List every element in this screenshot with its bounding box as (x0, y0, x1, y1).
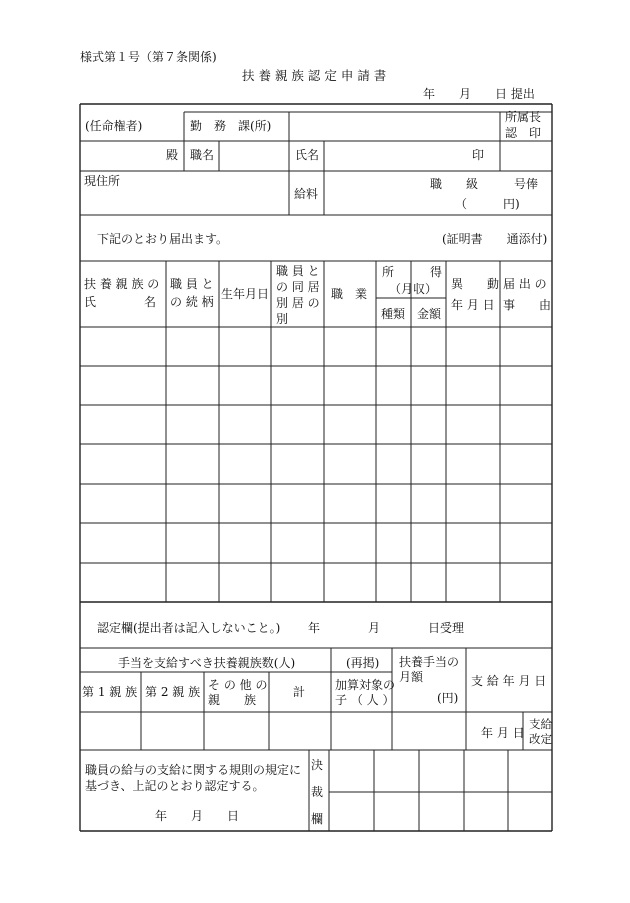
dependent-row-cell[interactable] (80, 405, 166, 444)
dependent-row-cell[interactable] (324, 327, 376, 366)
dependent-row-cell[interactable] (219, 327, 271, 366)
department-field[interactable] (289, 112, 500, 141)
dependent-row-cell[interactable] (500, 444, 552, 484)
dependent-row-cell[interactable] (80, 444, 166, 484)
dependent-row-cell[interactable] (166, 484, 219, 523)
decision-label-1: 決 (311, 758, 324, 772)
dependent-row-cell[interactable] (324, 444, 376, 484)
dependent-row-cell[interactable] (500, 366, 552, 405)
dependent-row-cell[interactable] (500, 405, 552, 444)
dependent-row-cell[interactable] (271, 444, 324, 484)
dependent-row-cell[interactable] (446, 484, 500, 523)
revision-label-1: 支給 (529, 717, 552, 731)
dependent-row-cell[interactable] (324, 523, 376, 563)
cohabit-header-1: 職 員 と (276, 264, 320, 278)
change-date-header-1: 異 動 (451, 277, 500, 291)
dependent-row-cell[interactable] (411, 523, 446, 563)
position-field[interactable] (219, 141, 289, 171)
occupation-header: 職 業 (331, 287, 368, 301)
approval-date: 年 月 日 (155, 809, 240, 823)
salary-field[interactable] (324, 171, 552, 215)
income-header-1: 所 得 (382, 265, 443, 279)
dependent-row-cell[interactable] (411, 484, 446, 523)
dependent-row-cell[interactable] (411, 327, 446, 366)
dependent-name-header-1: 扶 養 親 族 の (84, 277, 160, 291)
relation-header-1: 職 員 と (170, 277, 214, 291)
dependent-row-cell[interactable] (271, 405, 324, 444)
dependent-row-cell[interactable] (411, 366, 446, 405)
dependent-row-cell[interactable] (80, 327, 166, 366)
dependent-row-cell[interactable] (219, 444, 271, 484)
dependent-row-cell[interactable] (324, 405, 376, 444)
dependent-row-cell[interactable] (376, 563, 411, 602)
total-header: 計 (293, 685, 306, 699)
dependent-row-cell[interactable] (446, 366, 500, 405)
name-label: 氏名 (295, 148, 320, 162)
other-relatives-header-2: 親 族 (208, 693, 257, 707)
address-field[interactable] (80, 171, 289, 215)
decision-label-2: 裁 (311, 785, 324, 799)
form-number: 様式第１号（第７条関係) (80, 50, 217, 64)
payment-date-header: 支 給 年 月 日 (471, 674, 547, 688)
seal-mark: 印 (472, 148, 485, 162)
certification-title: 認定欄(提出者は記入しないこと。) (97, 621, 281, 635)
cohabit-header-2: の 同 居 (276, 280, 320, 294)
first-relative-header: 第 1 親 族 (82, 685, 138, 699)
income-amount-header: 金額 (417, 307, 442, 321)
grade-step: 職 級 号俸 (430, 177, 539, 191)
dependent-row-cell[interactable] (166, 327, 219, 366)
relation-header-2: の 続 柄 (170, 295, 214, 309)
dependent-row-cell[interactable] (500, 523, 552, 563)
decision-label-3: 欄 (311, 812, 324, 826)
dependent-name-header-2: 氏 名 (84, 295, 157, 309)
unit-head-seal-field[interactable] (500, 141, 552, 171)
notice-text: 下記のとおり届出ます。 (97, 232, 229, 246)
dependent-row-cell[interactable] (271, 484, 324, 523)
birthdate-header: 生年月日 (221, 287, 270, 301)
allowance-header-1: 扶養手当の (399, 655, 460, 669)
count-entry-row[interactable] (80, 712, 466, 750)
salary-label: 給料 (294, 187, 319, 201)
unit-head-seal-label: 認 印 (505, 126, 542, 140)
position-label: 職名 (190, 148, 215, 162)
dependent-row-cell[interactable] (219, 366, 271, 405)
receipt-date: 年 月 日受理 (308, 621, 465, 635)
dependent-row-cell[interactable] (446, 444, 500, 484)
dependent-row-cell[interactable] (376, 405, 411, 444)
dependent-row-cell[interactable] (446, 563, 500, 602)
appointer-label: (任命権者) (85, 119, 143, 133)
dependent-row-cell[interactable] (376, 444, 411, 484)
dependent-row-cell[interactable] (271, 523, 324, 563)
dependent-row-cell[interactable] (219, 563, 271, 602)
dependent-row-cell[interactable] (219, 523, 271, 563)
dependent-row-cell[interactable] (446, 523, 500, 563)
dependent-row-cell[interactable] (80, 563, 166, 602)
dependent-row-cell[interactable] (166, 405, 219, 444)
dependent-row-cell[interactable] (324, 484, 376, 523)
dependent-row-cell[interactable] (166, 523, 219, 563)
form-title: 扶 養 親 族 認 定 申 請 書 (242, 68, 387, 83)
submission-date: 年 月 日 提出 (423, 87, 535, 101)
allowance-header-2: 月額 (399, 670, 424, 684)
dependent-row-cell[interactable] (411, 405, 446, 444)
dependent-row-cell[interactable] (376, 484, 411, 523)
unit-head-label: 所属長 (505, 110, 542, 124)
allowance-header-3: (円) (437, 691, 459, 705)
dependent-row-cell[interactable] (80, 523, 166, 563)
dependent-row-cell[interactable] (446, 327, 500, 366)
dependent-row-cell[interactable] (271, 366, 324, 405)
dependent-row-cell[interactable] (219, 405, 271, 444)
decision-stamp-area[interactable] (329, 751, 552, 831)
dependent-row-cell[interactable] (324, 366, 376, 405)
department-label: 勤 務 課(所) (190, 119, 272, 133)
dependent-row-cell[interactable] (500, 327, 552, 366)
dependent-row-cell[interactable] (271, 563, 324, 602)
dependent-row-cell[interactable] (80, 484, 166, 523)
dependent-row-cell[interactable] (271, 327, 324, 366)
dependent-row-cell[interactable] (376, 523, 411, 563)
rule-text-1: 職員の給与の支給に関する規則の規定に (85, 763, 302, 777)
cohabit-header-3: 別 居 の (276, 296, 320, 310)
dependent-row-cell[interactable] (166, 563, 219, 602)
dependent-row-cell[interactable] (166, 366, 219, 405)
dependent-row-cell[interactable] (219, 484, 271, 523)
dependent-row-cell[interactable] (376, 327, 411, 366)
salary-yen: （ 円) (455, 197, 520, 211)
dependent-row-cell[interactable] (500, 484, 552, 523)
revision-label-2: 改定 (529, 732, 552, 746)
dependent-row-cell[interactable] (411, 444, 446, 484)
dependent-row-cell[interactable] (166, 444, 219, 484)
dependent-row-cell[interactable] (411, 563, 446, 602)
dependent-row-cell[interactable] (324, 563, 376, 602)
address-label: 現住所 (84, 174, 121, 188)
reason-header-1: 届 出 の (503, 277, 547, 291)
income-type-header: 種類 (381, 307, 406, 321)
addressee-dono: 殿 (166, 148, 179, 162)
dependent-row-cell[interactable] (376, 366, 411, 405)
added-child-header-2: 子 （ 人 ） (335, 693, 395, 707)
other-relatives-header-1: そ の 他 の (208, 678, 268, 692)
dependent-row-cell[interactable] (500, 563, 552, 602)
restated-header: (再掲) (346, 656, 380, 670)
rule-text-2: 基づき、上記のとおり認定する。 (85, 779, 265, 793)
added-child-header-1: 加算対象の (335, 678, 396, 692)
change-date-header-2: 年 月 日 (451, 298, 495, 312)
attachment-note: (証明書 通添付) (442, 232, 548, 246)
income-header-2: （月収） (389, 282, 438, 296)
ymd-label: 年 月 日 (481, 726, 525, 740)
dependent-row-cell[interactable] (446, 405, 500, 444)
second-relative-header: 第 2 親 族 (145, 685, 201, 699)
dependent-count-header: 手当を支給すべき扶養親族数(人) (118, 656, 296, 670)
reason-header-2: 事 由 (503, 298, 552, 312)
cohabit-header-4: 別 (276, 312, 289, 326)
dependent-row-cell[interactable] (80, 366, 166, 405)
